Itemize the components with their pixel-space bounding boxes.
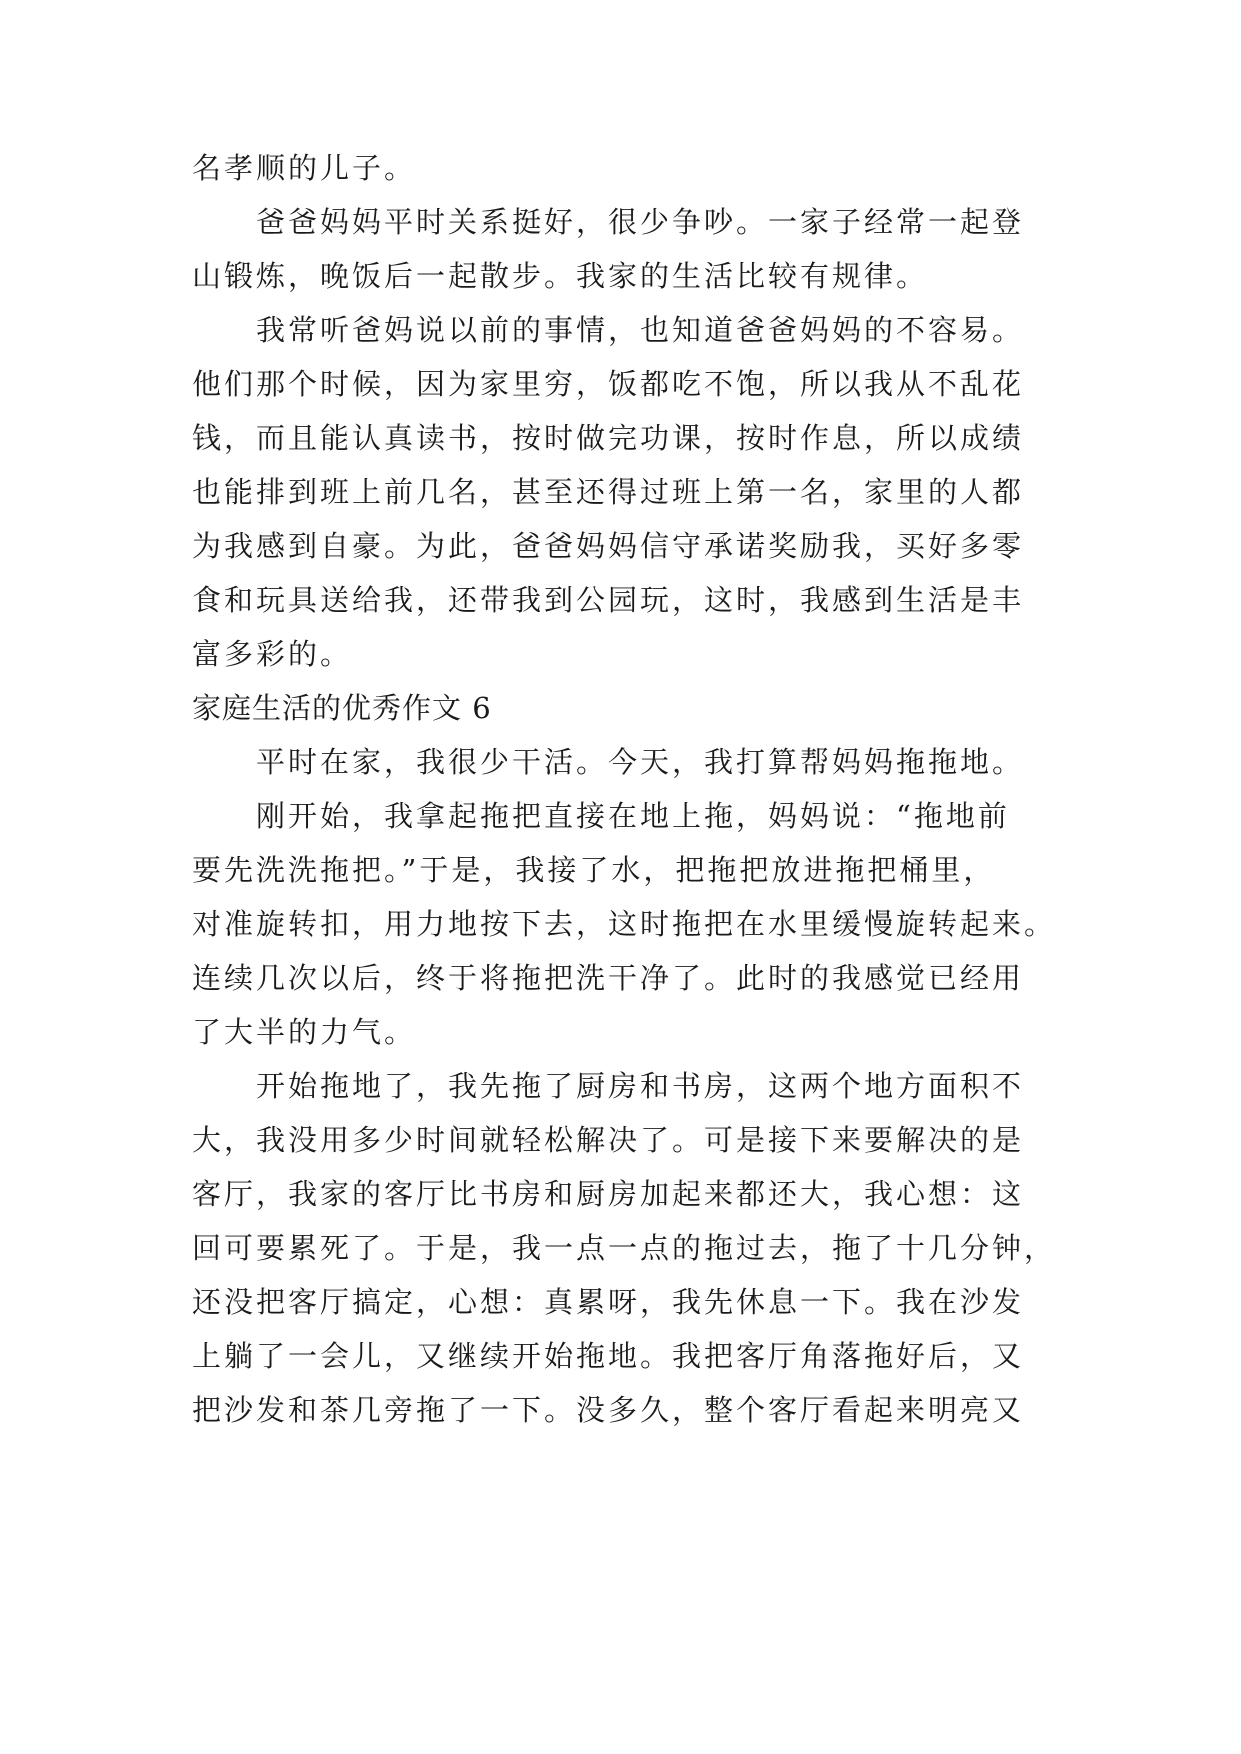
text-line: 客厅，我家的客厅比书房和厨房加起来都还大，我心想：这 [192, 1177, 1025, 1211]
text-line: 上躺了一会儿，又继续开始拖地。我把客厅角落拖好后，又 [192, 1339, 1025, 1373]
text-line: 了大半的力气。 [192, 1015, 417, 1049]
text-line: 把沙发和茶几旁拖了一下。没多久，整个客厅看起来明亮又 [192, 1393, 1025, 1427]
text-line: 名孝顺的儿子。 [192, 151, 417, 185]
text-line: 刚开始，我拿起拖把直接在地上拖，妈妈说：“拖地前 [192, 799, 1010, 833]
text-line: 我常听爸妈说以前的事情，也知道爸爸妈妈的不容易。 [192, 313, 1025, 347]
text-line: 为我感到自豪。为此，爸爸妈妈信守承诺奖励我，买好多零 [192, 529, 1025, 563]
text-line: 爸爸妈妈平时关系挺好，很少争吵。一家子经常一起登 [192, 205, 1025, 239]
text-line: 对准旋转扣，用力地按下去，这时拖把在水里缓慢旋转起来。 [192, 907, 1057, 941]
text-line: 食和玩具送给我，还带我到公园玩，这时，我感到生活是丰 [192, 583, 1025, 617]
text-line: 富多彩的。 [192, 637, 353, 671]
text-line: 大，我没用多少时间就轻松解决了。可是接下来要解决的是 [192, 1123, 1025, 1157]
text-line: 他们那个时候，因为家里穷，饭都吃不饱，所以我从不乱花 [192, 367, 1025, 401]
text-line: 回可要累死了。于是，我一点一点的拖过去，拖了十几分钟， [192, 1231, 1057, 1265]
text-line: 山锻炼，晚饭后一起散步。我家的生活比较有规律。 [192, 259, 929, 293]
text-line: 也能排到班上前几名，甚至还得过班上第一名，家里的人都 [192, 475, 1025, 509]
section-heading: 家庭生活的优秀作文 6 [192, 691, 492, 725]
text-line: 平时在家，我很少干活。今天，我打算帮妈妈拖拖地。 [192, 745, 1025, 779]
text-line: 开始拖地了，我先拖了厨房和书房，这两个地方面积不 [192, 1069, 1025, 1103]
text-line: 钱，而且能认真读书，按时做完功课，按时作息，所以成绩 [192, 421, 1025, 455]
text-line: 要先洗洗拖把。”于是，我接了水，把拖把放进拖把桶里， [192, 853, 996, 887]
text-line: 连续几次以后，终于将拖把洗干净了。此时的我感觉已经用 [192, 961, 1025, 995]
text-line: 还没把客厅搞定，心想：真累呀，我先休息一下。我在沙发 [192, 1285, 1025, 1319]
